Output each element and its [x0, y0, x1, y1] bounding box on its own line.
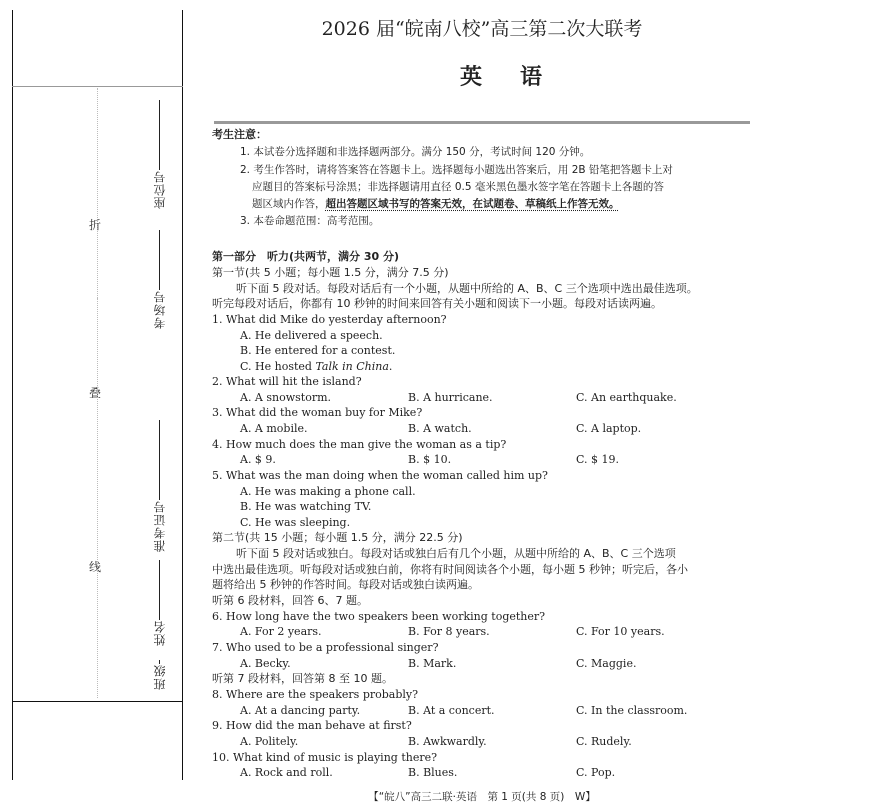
question-9: 9. How did the man behave at first?	[212, 719, 412, 732]
notice-item-2-tail: 题区域内作答，	[252, 198, 326, 210]
question-3: 3. What did the woman buy for Mike?	[212, 406, 423, 419]
seat-number-field[interactable]	[150, 100, 168, 209]
header-rule	[214, 121, 750, 124]
section2-instruction-1: 听下面 5 段对话或独白。每段对话或独白后有几个小题，从题中所给的 A、B、C 三个选项	[236, 547, 676, 560]
page-footer: 【“皖八”高三二联·英语 第 1 页(共 8 页) W】	[368, 791, 596, 803]
q8-option-c: C. In the classroom.	[576, 704, 688, 717]
exam-room-field[interactable]	[150, 230, 168, 329]
exam-title: 2026 届“皖南八校”高三第二次大联考	[321, 18, 643, 40]
section1-heading: 第一节(共 5 小题；每小题 1.5 分，满分 7.5 分)	[212, 266, 449, 279]
question-6: 6. How long have the two speakers been working together?	[212, 610, 546, 623]
fold-char-1: 折	[89, 218, 102, 232]
notice-heading: 考生注意：	[212, 128, 267, 141]
q7-option-a: A. Becky.	[240, 657, 291, 670]
binding-top-divider	[12, 86, 183, 87]
question-8: 8. Where are the speakers probably?	[212, 688, 419, 701]
name-label: 姓名	[152, 620, 167, 646]
section1-instruction-2: 听完每段对话后，你都有 10 秒钟的时间来回答有关小题和阅读下一小题。每段对话读两遍。	[212, 297, 662, 310]
q4-option-b: B. $ 10.	[408, 453, 452, 466]
q1-option-a: A. He delivered a speech.	[240, 329, 383, 342]
binding-right-border	[182, 10, 183, 380]
q3-option-c: C. A laptop.	[576, 422, 642, 435]
q1-option-c: C. He hosted Talk in China.	[240, 360, 393, 373]
q8-option-a: A. At a dancing party.	[240, 704, 361, 717]
q5-option-a: A. He was making a phone call.	[240, 485, 416, 498]
q6-option-b: B. For 8 years.	[408, 625, 490, 638]
q7-option-b: B. Mark.	[408, 657, 457, 670]
seat-number-label: 座位号	[152, 170, 167, 209]
question-1: 1. What did Mike do yesterday afternoon?	[212, 313, 447, 326]
class-label: 班级	[152, 664, 167, 690]
q5-option-c: C. He was sleeping.	[240, 516, 351, 529]
question-2: 2. What will hit the island?	[212, 375, 362, 388]
q6-option-c: C. For 10 years.	[576, 625, 665, 638]
q3-option-b: B. A watch.	[408, 422, 472, 435]
q3-option-a: A. A mobile.	[240, 422, 308, 435]
q1-option-b: B. He entered for a contest.	[240, 344, 396, 357]
material-6-note: 听第 6 段材料，回答 6、7 题。	[212, 594, 368, 607]
q10-option-c: C. Pop.	[576, 766, 616, 779]
q9-option-a: A. Politely.	[240, 735, 299, 748]
q2-option-b: B. A hurricane.	[408, 391, 493, 404]
q8-option-b: B. At a concert.	[408, 704, 495, 717]
exam-room-label: 考场号	[152, 290, 167, 329]
notice-item-2-end	[252, 197, 620, 212]
binding-left-border	[12, 10, 13, 380]
q4-option-c: C. $ 19.	[576, 453, 620, 466]
subject-title: 英语	[459, 65, 580, 90]
notice-item-2-cont: 应题目的答案标号涂黑；非选择题请用直径 0.5 毫米黑色墨水签字笔在答题卡上各题的答	[252, 181, 664, 193]
q2-option-a: A. A snowstorm.	[240, 391, 332, 404]
notice-emphasis: 超出答题区域书写的答案无效，在试题卷、草稿纸上作答无效。	[325, 198, 620, 210]
q7-option-c: C. Maggie.	[576, 657, 637, 670]
notice-item-2: 2. 考生作答时，请将答案答在答题卡上。选择题每小题选出答案后，用 2B 铅笔把答题卡上对	[240, 164, 673, 176]
q10-option-b: B. Blues.	[408, 766, 458, 779]
notice-item-3: 3. 本卷命题范围：高考范围。	[240, 215, 380, 227]
fold-char-3: 线	[89, 560, 102, 574]
q4-option-a: A. $ 9.	[240, 453, 276, 466]
question-7: 7. Who used to be a professional singer?	[212, 641, 439, 654]
section1-instruction-1: 听下面 5 段对话。每段对话后有一个小题，从题中所给的 A、B、C 三个选项中选出最佳选项。	[236, 282, 698, 295]
q5-option-b: B. He was watching TV.	[240, 500, 372, 513]
fold-char-2: 叠	[89, 386, 102, 400]
q10-option-a: A. Rock and roll.	[240, 766, 333, 779]
section2-instruction-3: 题将给出 5 秒钟的作答时间。每段对话或独白读两遍。	[212, 578, 479, 591]
question-10: 10. What kind of music is playing there?	[212, 751, 438, 764]
section2-heading: 第二节(共 15 小题；每小题 1.5 分，满分 22.5 分)	[212, 531, 463, 544]
section2-instruction-2: 中选出最佳选项。听每段对话或独白前，你将有时间阅读各个小题，每小题 5 秒钟；听完后，各小	[212, 563, 688, 576]
q2-option-c: C. An earthquake.	[576, 391, 677, 404]
q9-option-b: B. Awkwardly.	[408, 735, 487, 748]
material-7-note: 听第 7 段材料，回答第 8 至 10 题。	[212, 672, 393, 685]
fold-line	[97, 88, 98, 298]
question-5: 5. What was the man doing when the woman called him up?	[212, 469, 548, 482]
part1-heading: 第一部分 听力(共两节，满分 30 分)	[212, 250, 400, 263]
notice-item-1: 1. 本试卷分选择题和非选择题两部分。满分 150 分，考试时间 120 分钟。	[240, 146, 591, 158]
q9-option-c: C. Rudely.	[576, 735, 632, 748]
question-4: 4. How much does the man give the woman as a tip?	[212, 438, 507, 451]
q6-option-a: A. For 2 years.	[240, 625, 322, 638]
binding-margin	[0, 0, 200, 812]
admission-number-label: 准考证号	[152, 500, 167, 552]
